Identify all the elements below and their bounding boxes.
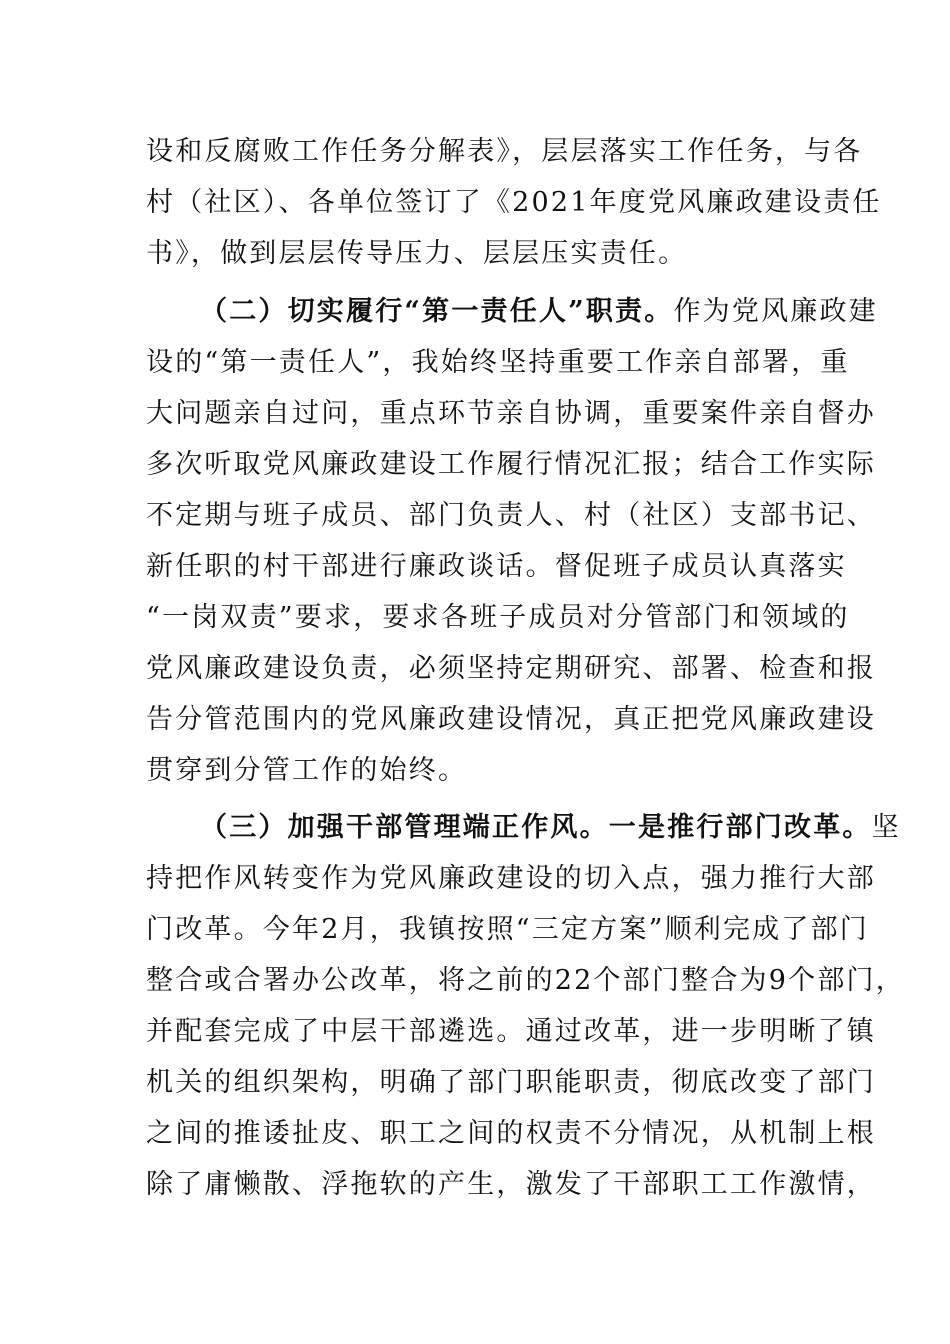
- paragraph-3-line-6: 机关的组织架构，明确了部门职能职责，彻底改变了部门: [146, 1067, 876, 1098]
- paragraph-2-line-4: 多次听取党风廉政建设工作履行情况汇报；结合工作实际: [146, 449, 876, 480]
- paragraph-3-line-4: 整合或合署办公改革，将之前的22个部门整合为9个部门，: [146, 965, 905, 996]
- paragraph-1-line-2: 村（社区）、各单位签订了《2021年度党风廉政建设责任: [146, 187, 882, 218]
- paragraph-3-line-3: 门改革。今年2月，我镇按照“三定方案”顺利完成了部门: [146, 914, 869, 945]
- paragraph-3-line-2: 持把作风转变作为党风廉政建设的切入点，强力推行大部: [146, 863, 876, 894]
- paragraph-3-line-7: 之间的推诿扯皮、职工之间的权责不分情况，从机制上根: [146, 1118, 876, 1149]
- paragraph-3-line-1: [146, 802, 901, 853]
- paragraph-2-line-8: 党风廉政建设负责，必须坚持定期研究、部署、检查和报: [146, 653, 876, 684]
- paragraph-2: [146, 286, 878, 796]
- paragraph-2-line-6: 新任职的村干部进行廉政谈话。督促班子成员认真落实: [146, 551, 847, 582]
- paragraph-2-line-10: 贯穿到分管工作的始终。: [146, 755, 468, 786]
- paragraph-3-line-5: 并配套完成了中层干部遴选。通过改革，进一步明晰了镇: [146, 1016, 876, 1047]
- paragraph-3: [146, 802, 905, 1210]
- paragraph-2-line-1: [146, 286, 878, 337]
- paragraph-2-line-2: 设的“第一责任人”，我始终坚持重要工作亲自部署，重: [146, 347, 850, 378]
- paragraph-2-line-9: 告分管范围内的党风廉政建设情况，真正把党风廉政建设: [146, 704, 876, 735]
- paragraph-2-line-5: 不定期与班子成员、部门负责人、村（社区）支部书记、: [146, 500, 876, 531]
- paragraph-2-line-1-rest: 作为党风廉政建: [673, 296, 878, 327]
- paragraph-2-line-3: 大问题亲自过问，重点环节亲自协调，重要案件亲自督办: [146, 398, 876, 429]
- paragraph-1: [146, 126, 882, 279]
- paragraph-3-line-1-rest: 坚: [871, 812, 901, 843]
- paragraph-2-heading: （二）切实履行“第一责任人”职责。: [200, 296, 674, 327]
- paragraph-3-heading: （三）加强干部管理端正作风。一是推行部门改革。: [200, 812, 872, 843]
- paragraph-2-line-7: “一岗双责”要求，要求各班子成员对分管部门和领域的: [146, 602, 850, 633]
- paragraph-1-line-1: 设和反腐败工作任务分解表》，层层落实工作任务，与各: [146, 136, 863, 167]
- paragraph-3-line-8: 除了庸懒散、浮拖软的产生，激发了干部职工工作激情，: [146, 1169, 876, 1200]
- paragraph-1-line-3: 书》，做到层层传导压力、层层压实责任。: [146, 238, 688, 269]
